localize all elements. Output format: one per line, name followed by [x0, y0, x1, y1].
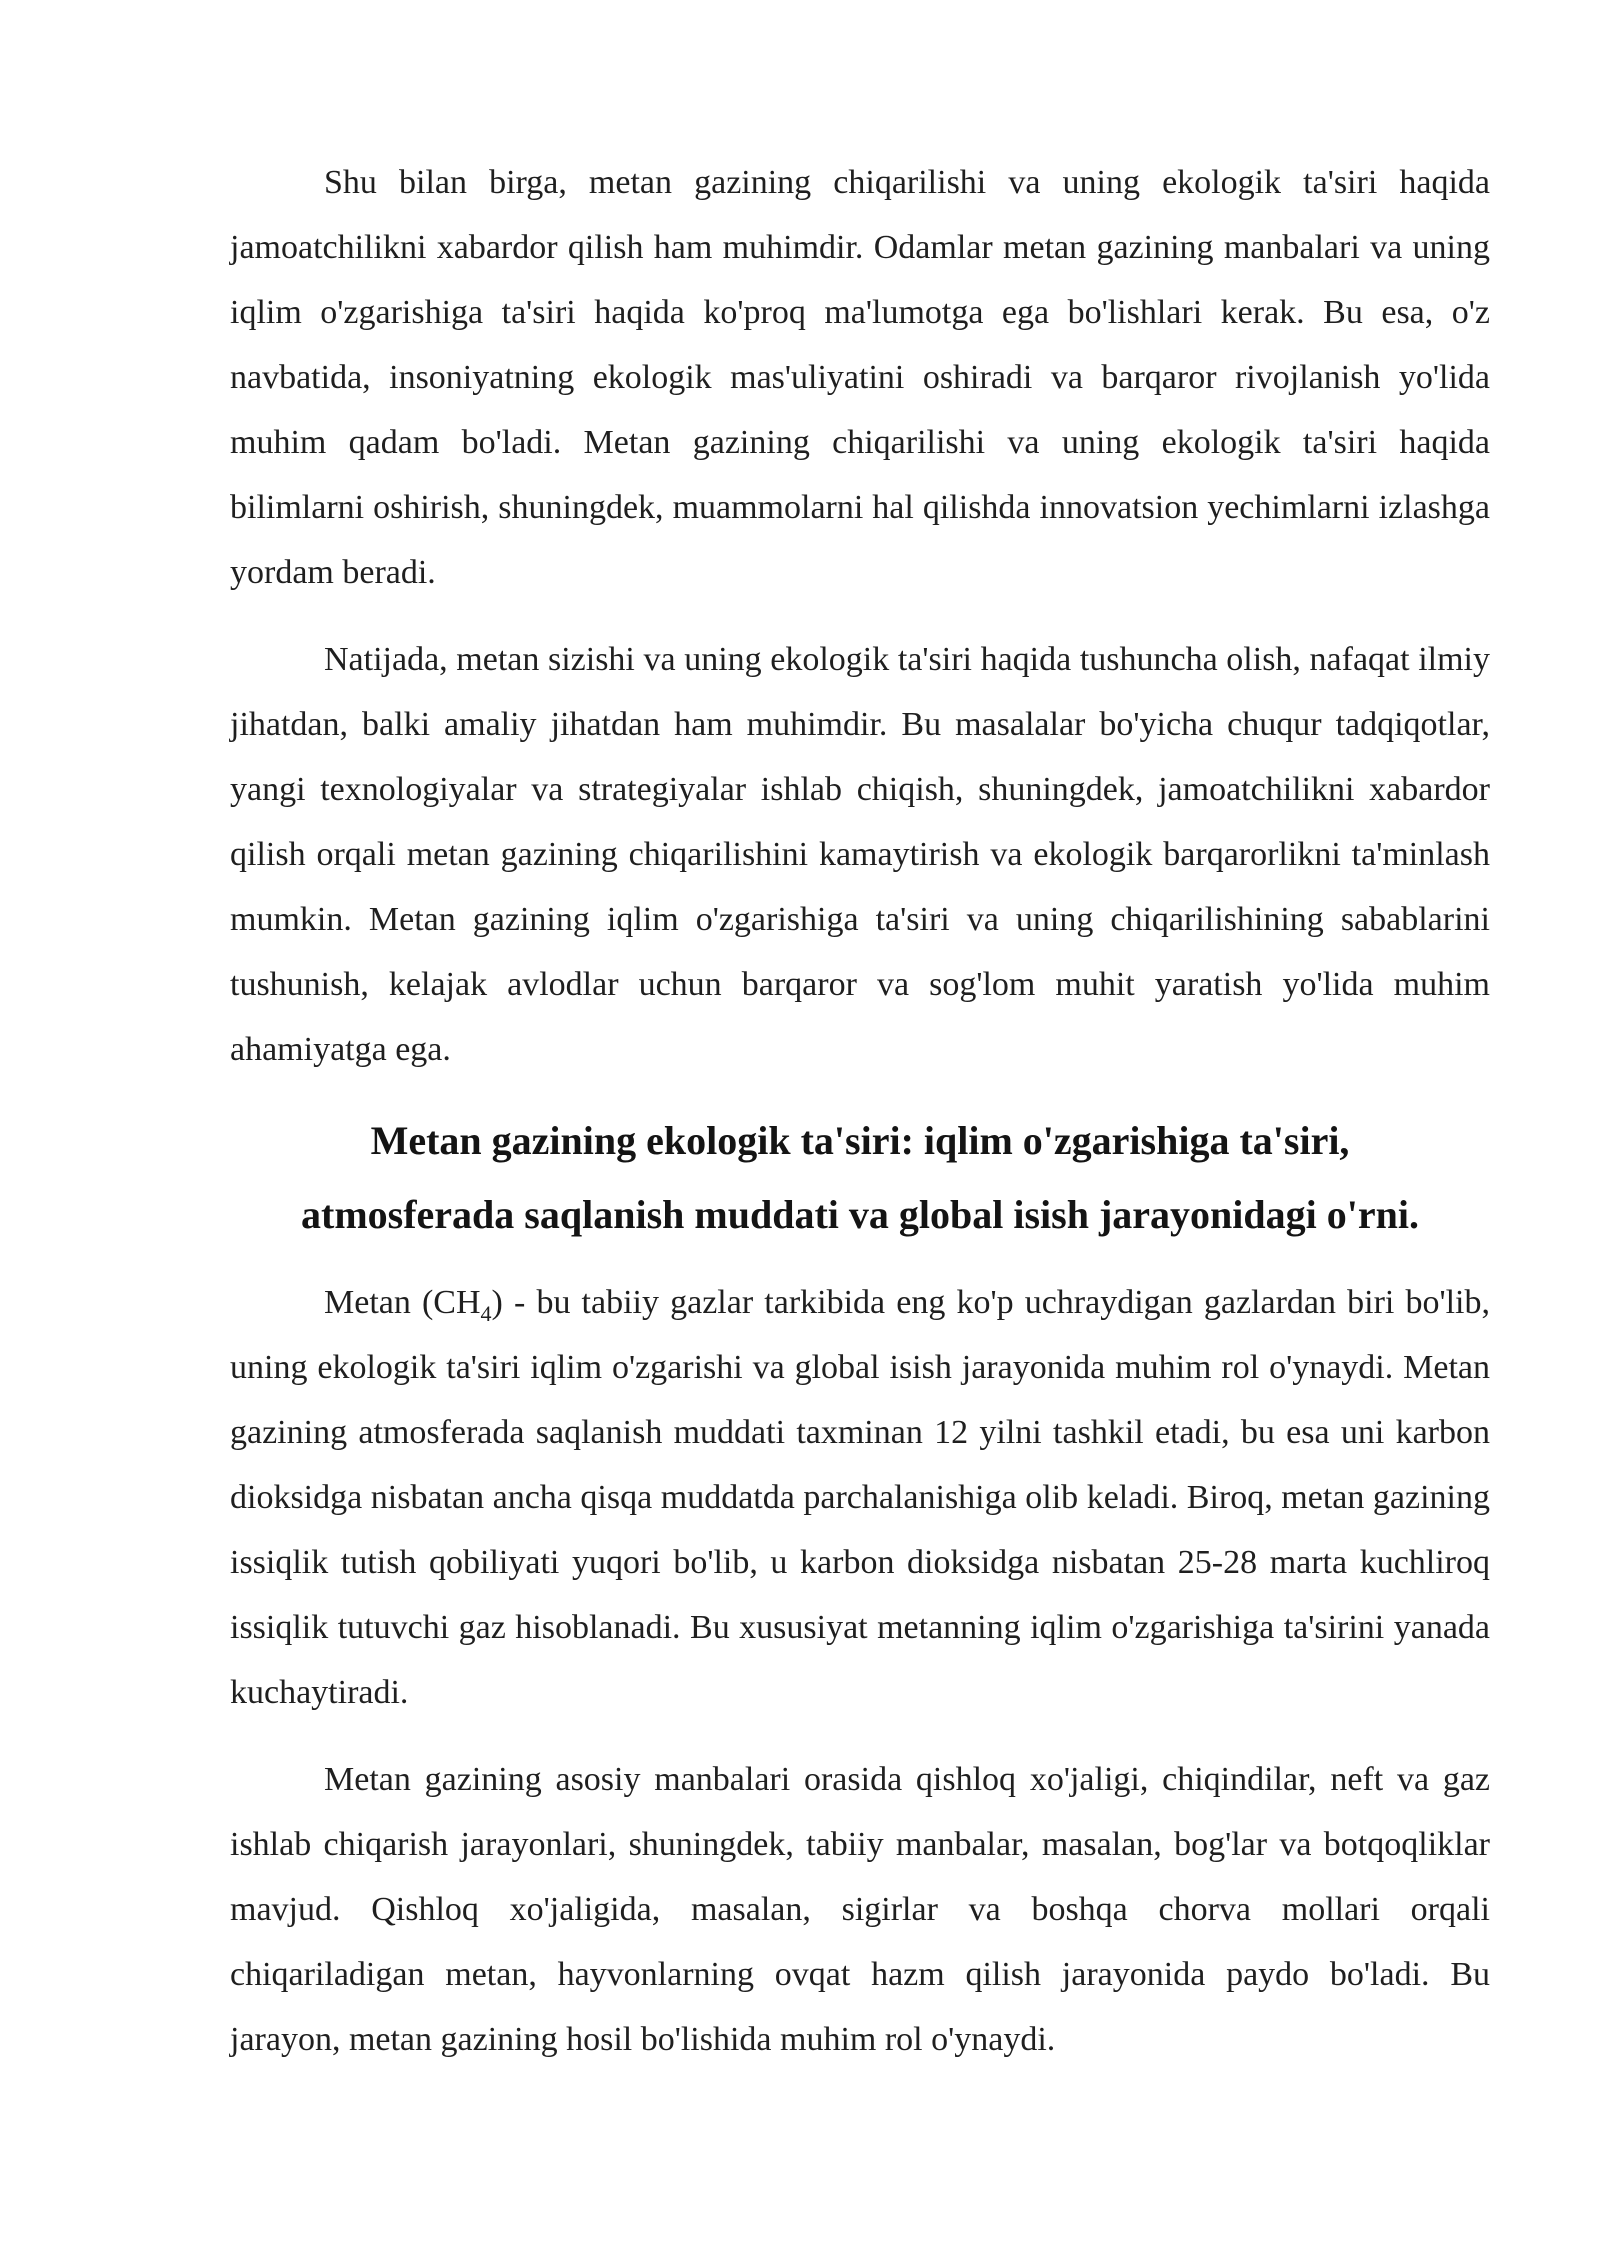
paragraph-3-start: Metan (CH [324, 1284, 481, 1321]
page-content [230, 150, 1490, 2072]
paragraph-2: Natijada, metan sizishi va uning ekologik ta'siri haqida tushuncha olish, nafaqat ilmiy jihatdan, balki amaliy jihatdan ham muhimdir. Bu masalalar bo'yicha chuqur tadqiqotlar, yangi texnologiyalar va strategiyalar ishlab chiqish, shuningdek, jamoatchilikni xabardor qilish orqali metan gazining chiqarilishini kamaytirish va ekologik barqarorlikni ta'minlash mumkin. Metan gazining iqlim o'zgarishiga ta'siri va uning chiqarilishining sabablarini tushunish, kelajak avlodlar uchun barqaror va sog'lom muhit yaratish yo'lida muhim ahamiyatga ega. [230, 641, 1490, 1068]
heading-line-2: atmosferada saqlanish muddati va global isish jarayonidagi o'rni. [301, 1192, 1419, 1237]
section-heading [230, 1104, 1490, 1252]
paragraph-3-rest: ) - bu tabiiy gazlar tarkibida eng ko'p uchraydigan gazlardan biri bo'lib, uning ekologik ta'siri iqlim o'zgarishi va global isish jarayonida muhim rol o'ynaydi. Metan gazining atmosferada saqlanish muddati taxminan 12 yilni tashkil etadi, bu esa uni karbon dioksidga nisbatan ancha qisqa muddatda parchalanishiga olib keladi. Biroq, metan gazining issiqlik tutish qobiliyati yuqori bo'lib, u karbon dioksidga nisbatan 25-28 marta kuchliroq issiqlik tutuvchi gaz hisoblanadi. Bu xususiyat metanning iqlim o'zgarishiga ta'sirini yanada kuchaytiradi. [230, 1284, 1490, 1711]
paragraph-1: Shu bilan birga, metan gazining chiqarilishi va uning ekologik ta'siri haqida jamoatchilikni xabardor qilish ham muhimdir. Odamlar metan gazining manbalari va uning iqlim o'zgarishiga ta'siri haqida ko'proq ma'lumotga ega bo'lishlari kerak. Bu esa, o'z navbatida, insoniyatning ekologik mas'uliyatini oshiradi va barqaror rivojlanish yo'lida muhim qadam bo'ladi. Metan gazining chiqarilishi va uning ekologik ta'siri haqida bilimlarni oshirish, shuningdek, muammolarni hal qilishda innovatsion yechimlarni izlashga yordam beradi. [230, 164, 1490, 591]
paragraph-3 [230, 1270, 1490, 1725]
paragraph-4: Metan gazining asosiy manbalari orasida qishloq xo'jaligi, chiqindilar, neft va gaz ishlab chiqarish jarayonlari, shuningdek, tabiiy manbalar, masalan, bog'lar va botqoqliklar mavjud. Qishloq xo'jaligida, masalan, sigirlar va boshqa chorva mollari orqali chiqariladigan metan, hayvonlarning ovqat hazm qilish jarayonida paydo bo'ladi. Bu jarayon, metan gazining hosil bo'lishida muhim rol o'ynaydi. [230, 1761, 1490, 2058]
chemical-subscript: 4 [480, 1301, 492, 1326]
heading-line-1: Metan gazining ekologik ta'siri: iqlim o'zgarishiga ta'siri, [370, 1118, 1350, 1163]
